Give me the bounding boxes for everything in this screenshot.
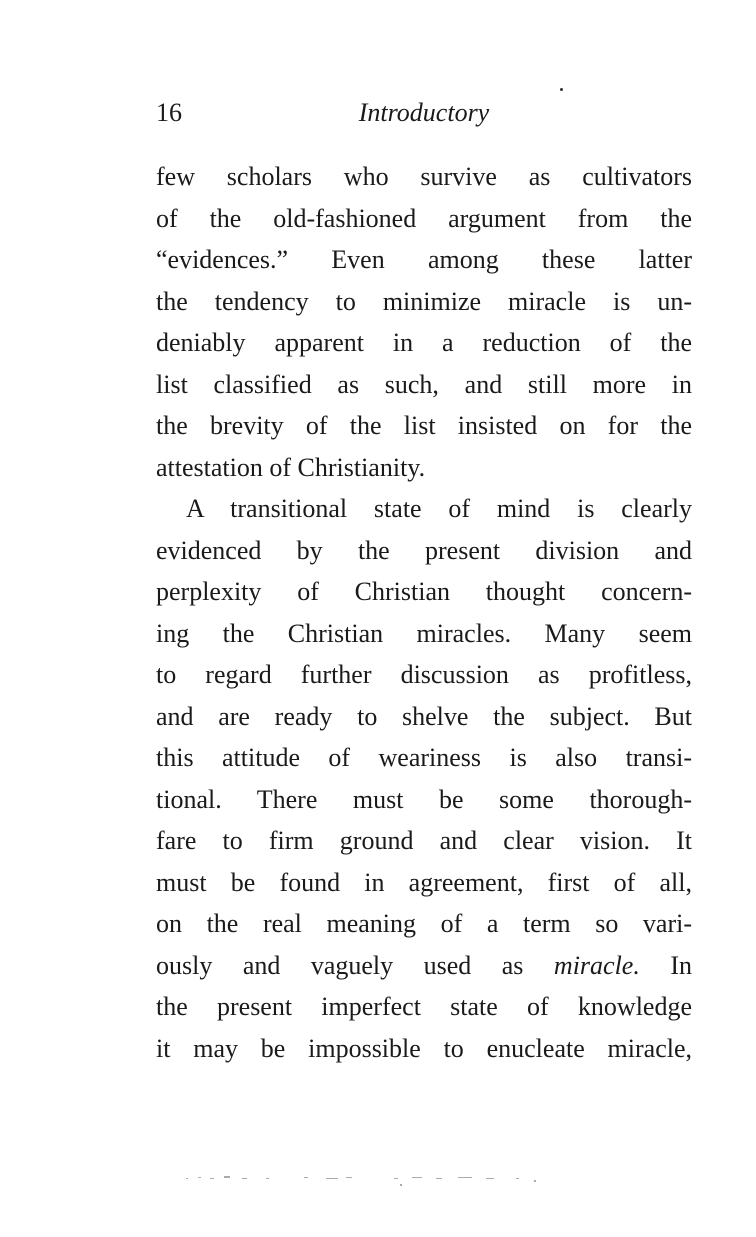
body-text xyxy=(156,156,692,1069)
scan-artifact-marks xyxy=(186,1170,546,1188)
text-line: to regard further discussion as profitless, xyxy=(156,660,692,689)
text-line: tional. There must be some thorough- xyxy=(156,784,692,814)
text-line: of the old-fashioned argument from the xyxy=(156,203,692,233)
text-line: perplexity of Christian thought concern- xyxy=(156,577,692,606)
text-line: attestation of Christianity. xyxy=(156,452,426,482)
text-line: the tendency to minimize miracle is un- xyxy=(156,286,692,316)
text-line: the brevity of the list insisted on for the xyxy=(156,411,692,440)
text-line: deniably apparent in a reduction of the xyxy=(156,328,692,357)
text-line: and are ready to shelve the subject. But xyxy=(156,701,692,731)
italic-term: miracle. xyxy=(553,950,640,980)
text-line: ing the Christian miracles. Many seem xyxy=(156,618,692,648)
scan-artifact xyxy=(186,1170,546,1188)
text-line: the present imperfect state of knowledge xyxy=(156,992,692,1021)
text-line: must be found in agreement, first of all, xyxy=(156,867,692,897)
text-line: list classified as such, and still more in xyxy=(156,369,692,399)
text-line: A transitional state of mind is clearly xyxy=(186,494,692,523)
running-title: Introductory xyxy=(358,98,490,127)
text-line: on the real meaning of a term so vari- xyxy=(156,909,692,938)
text-line: few scholars who survive as cultivators xyxy=(156,162,692,191)
text-line: evidenced by the present division and xyxy=(156,535,692,565)
print-speck xyxy=(560,88,563,91)
text-line: it may be impossible to enucleate miracle, xyxy=(156,1033,692,1063)
text-fragment: In xyxy=(670,950,692,980)
text-line: “evidences.” Even among these latter xyxy=(156,245,692,274)
text-line: fare to firm ground and clear vision. It xyxy=(156,826,692,855)
text-fragment: ously and vaguely used as xyxy=(156,950,524,980)
page-number: 16 xyxy=(156,98,182,127)
text-line: this attitude of weariness is also transi- xyxy=(156,743,692,772)
page-header xyxy=(156,98,692,134)
text-line-with-italic xyxy=(156,945,692,987)
